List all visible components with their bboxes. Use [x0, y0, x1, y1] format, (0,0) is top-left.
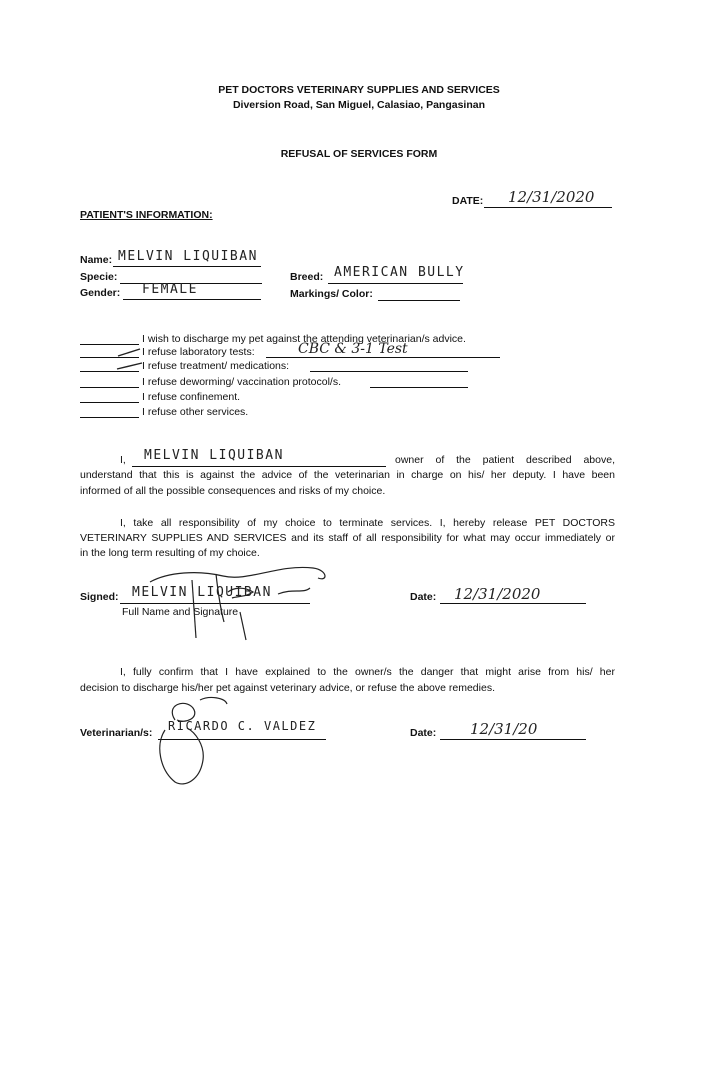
owner-name-line [132, 466, 386, 467]
owner-statement-line3: informed of all the possible consequences and risks of my choice. [80, 485, 386, 497]
name-label: Name: [80, 254, 113, 266]
refusal-lab-tests-text: I refuse laboratory tests: [142, 346, 255, 358]
owner-date-value: 12/31/2020 [454, 585, 541, 603]
owner-signature-scribble [128, 552, 338, 642]
check-marks [112, 340, 144, 380]
refusal-blank [80, 402, 139, 403]
release-statement-line3: in the long term resulting of my choice. [80, 547, 260, 559]
owner-date-line [440, 603, 586, 604]
breed-label: Breed: [290, 271, 324, 283]
markings-label: Markings/ Color: [290, 288, 373, 300]
gender-line [123, 299, 261, 300]
date-label: DATE: [452, 195, 484, 207]
release-statement-line1: I, take all responsibility of my choice to terminate services. I, hereby release PET DOCTORS [120, 517, 615, 529]
refusal-deworming-text: I refuse deworming/ vaccination protocol/s. [142, 376, 342, 388]
name-value: MELVIN LIQUIBAN [118, 249, 258, 264]
signed-label: Signed: [80, 591, 119, 603]
vet-date-label: Date: [410, 727, 437, 739]
breed-line [328, 283, 463, 284]
company-address: Diversion Road, San Miguel, Calasiao, Pangasinan [232, 99, 486, 111]
refusal-blank [80, 387, 139, 388]
treatment-line [310, 371, 468, 372]
vet-date-value: 12/31/20 [470, 720, 538, 738]
refusal-confinement-text: I refuse confinement. [142, 391, 241, 403]
refusal-discharge-text: I wish to discharge my pet against the attending veterinarian/s advice. [142, 333, 466, 345]
company-name: PET DOCTORS VETERINARY SUPPLIES AND SERVICES [218, 84, 500, 96]
owner-printed-name: MELVIN LIQUIBAN [132, 585, 272, 600]
owner-statement-line2: understand that this is against the advice of the veterinarian in charge on his/ her deputy. I have been [80, 469, 615, 481]
treatment-check-mark [117, 363, 142, 369]
refusal-treatment-text: I refuse treatment/ medications: [142, 360, 290, 372]
patient-section-title: PATIENT'S INFORMATION: [80, 209, 213, 221]
specie-label: Specie: [80, 271, 118, 283]
vet-signature-scribble [145, 690, 255, 790]
veterinarian-label: Veterinarian/s: [80, 727, 153, 739]
date-line [484, 207, 612, 208]
lab-tests-line [266, 357, 500, 358]
veterinarian-printed-name: RICARDO C. VALDEZ [168, 719, 317, 733]
form-title: REFUSAL OF SERVICES FORM [280, 148, 438, 160]
refusal-other-text: I refuse other services. [142, 406, 249, 418]
signature-caption: Full Name and Signature [122, 606, 239, 618]
gender-label: Gender: [80, 287, 121, 299]
owner-statement-line1: owner of the patient described above, [395, 454, 615, 466]
lab-tests-detail: CBC & 3-1 Test [298, 341, 408, 357]
markings-line [378, 300, 460, 301]
owner-statement-name: MELVIN LIQUIBAN [144, 448, 284, 463]
date-value: 12/31/2020 [508, 188, 595, 206]
owner-date-label: Date: [410, 591, 437, 603]
refusal-blank [80, 417, 139, 418]
name-line [113, 266, 261, 267]
owner-statement-prefix: I, [120, 454, 126, 466]
gender-value: FEMALE [142, 282, 198, 297]
lab-tests-check-mark [118, 349, 140, 356]
breed-value: AMERICAN BULLY [334, 265, 465, 280]
vet-statement-line1: I, fully confirm that I have explained to the owner/s the danger that might arise from his/ her [120, 666, 615, 678]
release-statement-line2: VETERINARY SUPPLIES AND SERVICES and its staff of all responsibility for what may occur immediately or [80, 532, 615, 544]
vet-date-line [440, 739, 586, 740]
vet-statement-line2: decision to discharge his/her pet against veterinary advice, or refuse the above remedies. [80, 682, 495, 694]
deworming-line [370, 387, 468, 388]
